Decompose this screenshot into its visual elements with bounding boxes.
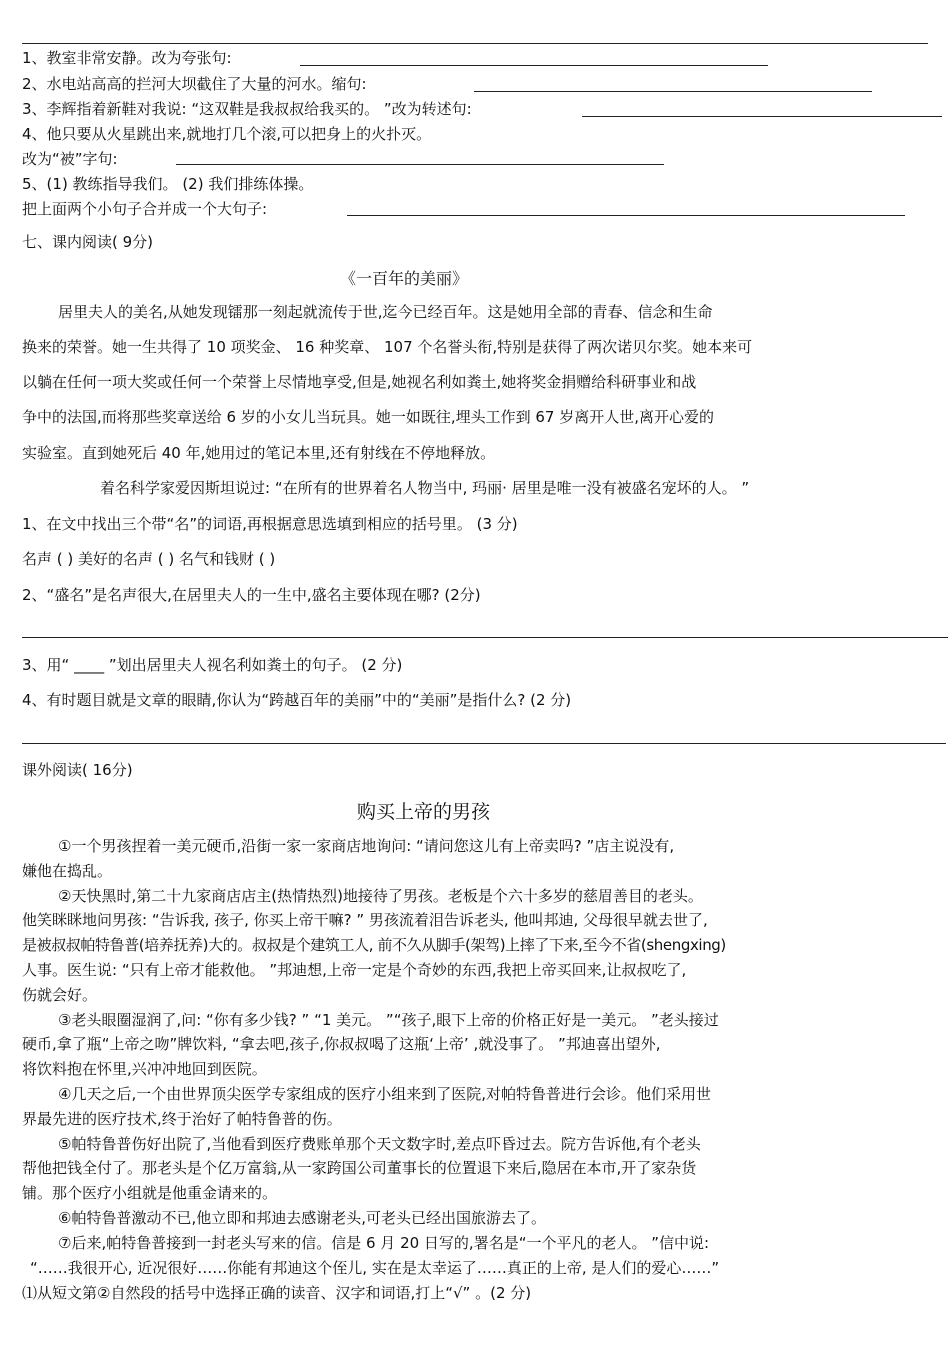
- reading-2-line: 硬币,拿了瓶“上帝之吻”牌饮料, “拿去吧,孩子,你叔叔喝了这瓶‘上帝’ ,就没事了。 ”邦迪喜出望外,: [22, 1035, 661, 1053]
- top-rule: [22, 43, 928, 44]
- question-6-4: 4、他只要从火星跳出来,就地打几个滚,可以把身上的火扑灭。: [22, 125, 432, 143]
- reading-2-line: ⑤帕特鲁普伤好出院了,当他看到医疗费账单那个天文数字时,差点吓昏过去。院方告诉他,有个老头: [58, 1135, 701, 1153]
- question-6-5-instruction: 把上面两个小句子合并成一个大句子:: [22, 200, 268, 218]
- reading-1-quote: 着名科学家爱因斯坦说过: “在所有的世界着名人物当中, 玛丽· 居里是唯一没有被盛名宠坏的人。 ”: [100, 479, 750, 497]
- reading-2-line: 界最先进的医疗技术,终于治好了帕特鲁普的伤。: [22, 1110, 342, 1128]
- reading-1-line: 实验室。直到她死后 40 年,她用过的笔记本里,还有射线在不停地释放。: [22, 444, 496, 462]
- reading-2-line: 人事。医生说: “只有上帝才能救他。 ”邦迪想,上帝一定是个奇妙的东西,我把上帝买回来,让叔叔吃了,: [22, 961, 687, 979]
- reading-2-line: 他笑眯眯地问男孩: “告诉我, 孩子, 你买上帝干嘛? ” 男孩流着泪告诉老头, 他叫邦迪, 父母很早就去世了,: [22, 911, 708, 929]
- answer-line-6-2[interactable]: [474, 91, 872, 92]
- question-6-5: 5、(1) 教练指导我们。 (2) 我们排练体操。: [22, 175, 314, 193]
- reading-1-title: 《一百年的美丽》: [340, 269, 469, 288]
- reading-2-line: 帮他把钱全付了。那老头是个亿万富翁,从一家跨国公司董事长的位置退下来后,隐居在本市,开了家杂货: [22, 1159, 697, 1177]
- answer-line-6-1[interactable]: [300, 65, 768, 66]
- question-7-4: 4、有时题目就是文章的眼睛,你认为“跨越百年的美丽”中的“美丽”是指什么? (2 分): [22, 691, 572, 709]
- reading-1-line: 以躺在任何一项大奖或任何一个荣誉上尽情地享受,但是,她视名利如粪土,她将奖金捐赠给科研事业和战: [22, 373, 697, 391]
- reading-2-line: 铺。那个医疗小组就是他重金请来的。: [22, 1184, 278, 1202]
- question-7-3: 3、用“ ____ ”划出居里夫人视名利如粪土的句子。 (2 分): [22, 656, 403, 674]
- answer-line-7-4[interactable]: [22, 743, 946, 744]
- section-7-heading: 七、课内阅读( 9分): [22, 233, 154, 251]
- reading-2-line: ⑥帕特鲁普激动不已,他立即和邦迪去感谢老头,可老头已经出国旅游去了。: [58, 1209, 546, 1227]
- question-6-4-instruction: 改为“被”字句:: [22, 150, 118, 168]
- reading-2-title: 购买上帝的男孩: [357, 801, 491, 823]
- reading-1-line: 居里夫人的美名,从她发现镭那一刻起就流传于世,迄今已经百年。这是她用全部的青春、信念和生命: [58, 303, 713, 321]
- question-7-1: 1、在文中找出三个带“名”的词语,再根据意思选填到相应的括号里。 (3 分): [22, 515, 518, 533]
- reading-2-line: ④几天之后,一个由世界顶尖医学专家组成的医疗小组来到了医院,对帕特鲁普进行会诊。他们采用世: [58, 1085, 711, 1103]
- reading-2-line: 嫌他在捣乱。: [22, 862, 113, 880]
- question-6-3: 3、李辉指着新鞋对我说: “这双鞋是我叔叔给我买的。 ”改为转述句:: [22, 100, 472, 118]
- question-8-1: ⑴从短文第②自然段的括号中选择正确的读音、汉字和词语,打上“√” 。(2 分): [22, 1284, 532, 1302]
- section-8-heading: 课外阅读( 16分): [22, 761, 133, 779]
- reading-2-line: 将饮料抱在怀里,兴冲冲地回到医院。: [22, 1060, 267, 1078]
- reading-2-line: ②天快黑时,第二十九家商店店主(热情热烈)地接待了男孩。老板是个六十多岁的慈眉善目的老头。: [58, 887, 703, 905]
- reading-2-line: 是被叔叔帕特鲁普(培养抚养)大的。叔叔是个建筑工人, 前不久从脚手(架驾)上摔了下来,至今不省(shengxing): [22, 936, 726, 954]
- question-7-1-blanks[interactable]: 名声 ( ) 美好的名声 ( ) 名气和钱财 ( ): [22, 550, 276, 568]
- answer-line-6-5[interactable]: [347, 215, 905, 216]
- answer-line-6-4[interactable]: [176, 164, 664, 165]
- question-6-2: 2、水电站高高的拦河大坝截住了大量的河水。缩句:: [22, 75, 367, 93]
- reading-1-line: 换来的荣誉。她一生共得了 10 项奖金、 16 种奖章、 107 个名誉头衔,特别是获得了两次诺贝尔奖。她本来可: [22, 338, 753, 356]
- question-6-1: 1、教室非常安静。改为夸张句:: [22, 49, 232, 67]
- reading-1-line: 争中的法国,而将那些奖章送给 6 岁的小女儿当玩具。她一如既往,埋头工作到 67 岁离开人世,离开心爱的: [22, 408, 715, 426]
- question-7-2: 2、“盛名”是名声很大,在居里夫人的一生中,盛名主要体现在哪? (2分): [22, 586, 481, 604]
- answer-line-6-3[interactable]: [582, 116, 942, 117]
- reading-2-line: ③老头眼圈湿润了,问: “你有多少钱? ” “1 美元。 ”“孩子,眼下上帝的价格正好是一美元。 ”老头接过: [58, 1011, 719, 1029]
- answer-line-7-2[interactable]: [22, 637, 948, 638]
- reading-2-line: “……我很开心, 近况很好……你能有邦迪这个侄儿, 实在是太幸运了……真正的上帝, 是人们的爱心……”: [30, 1259, 720, 1277]
- reading-2-line: ①一个男孩捏着一美元硬币,沿街一家一家商店地询问: “请问您这儿有上帝卖吗? ”店主说没有,: [58, 837, 675, 855]
- reading-2-line: ⑦后来,帕特鲁普接到一封老头写来的信。信是 6 月 20 日写的,署名是“一个平凡的老人。 ”信中说:: [58, 1234, 710, 1252]
- reading-2-line: 伤就会好。: [22, 986, 98, 1004]
